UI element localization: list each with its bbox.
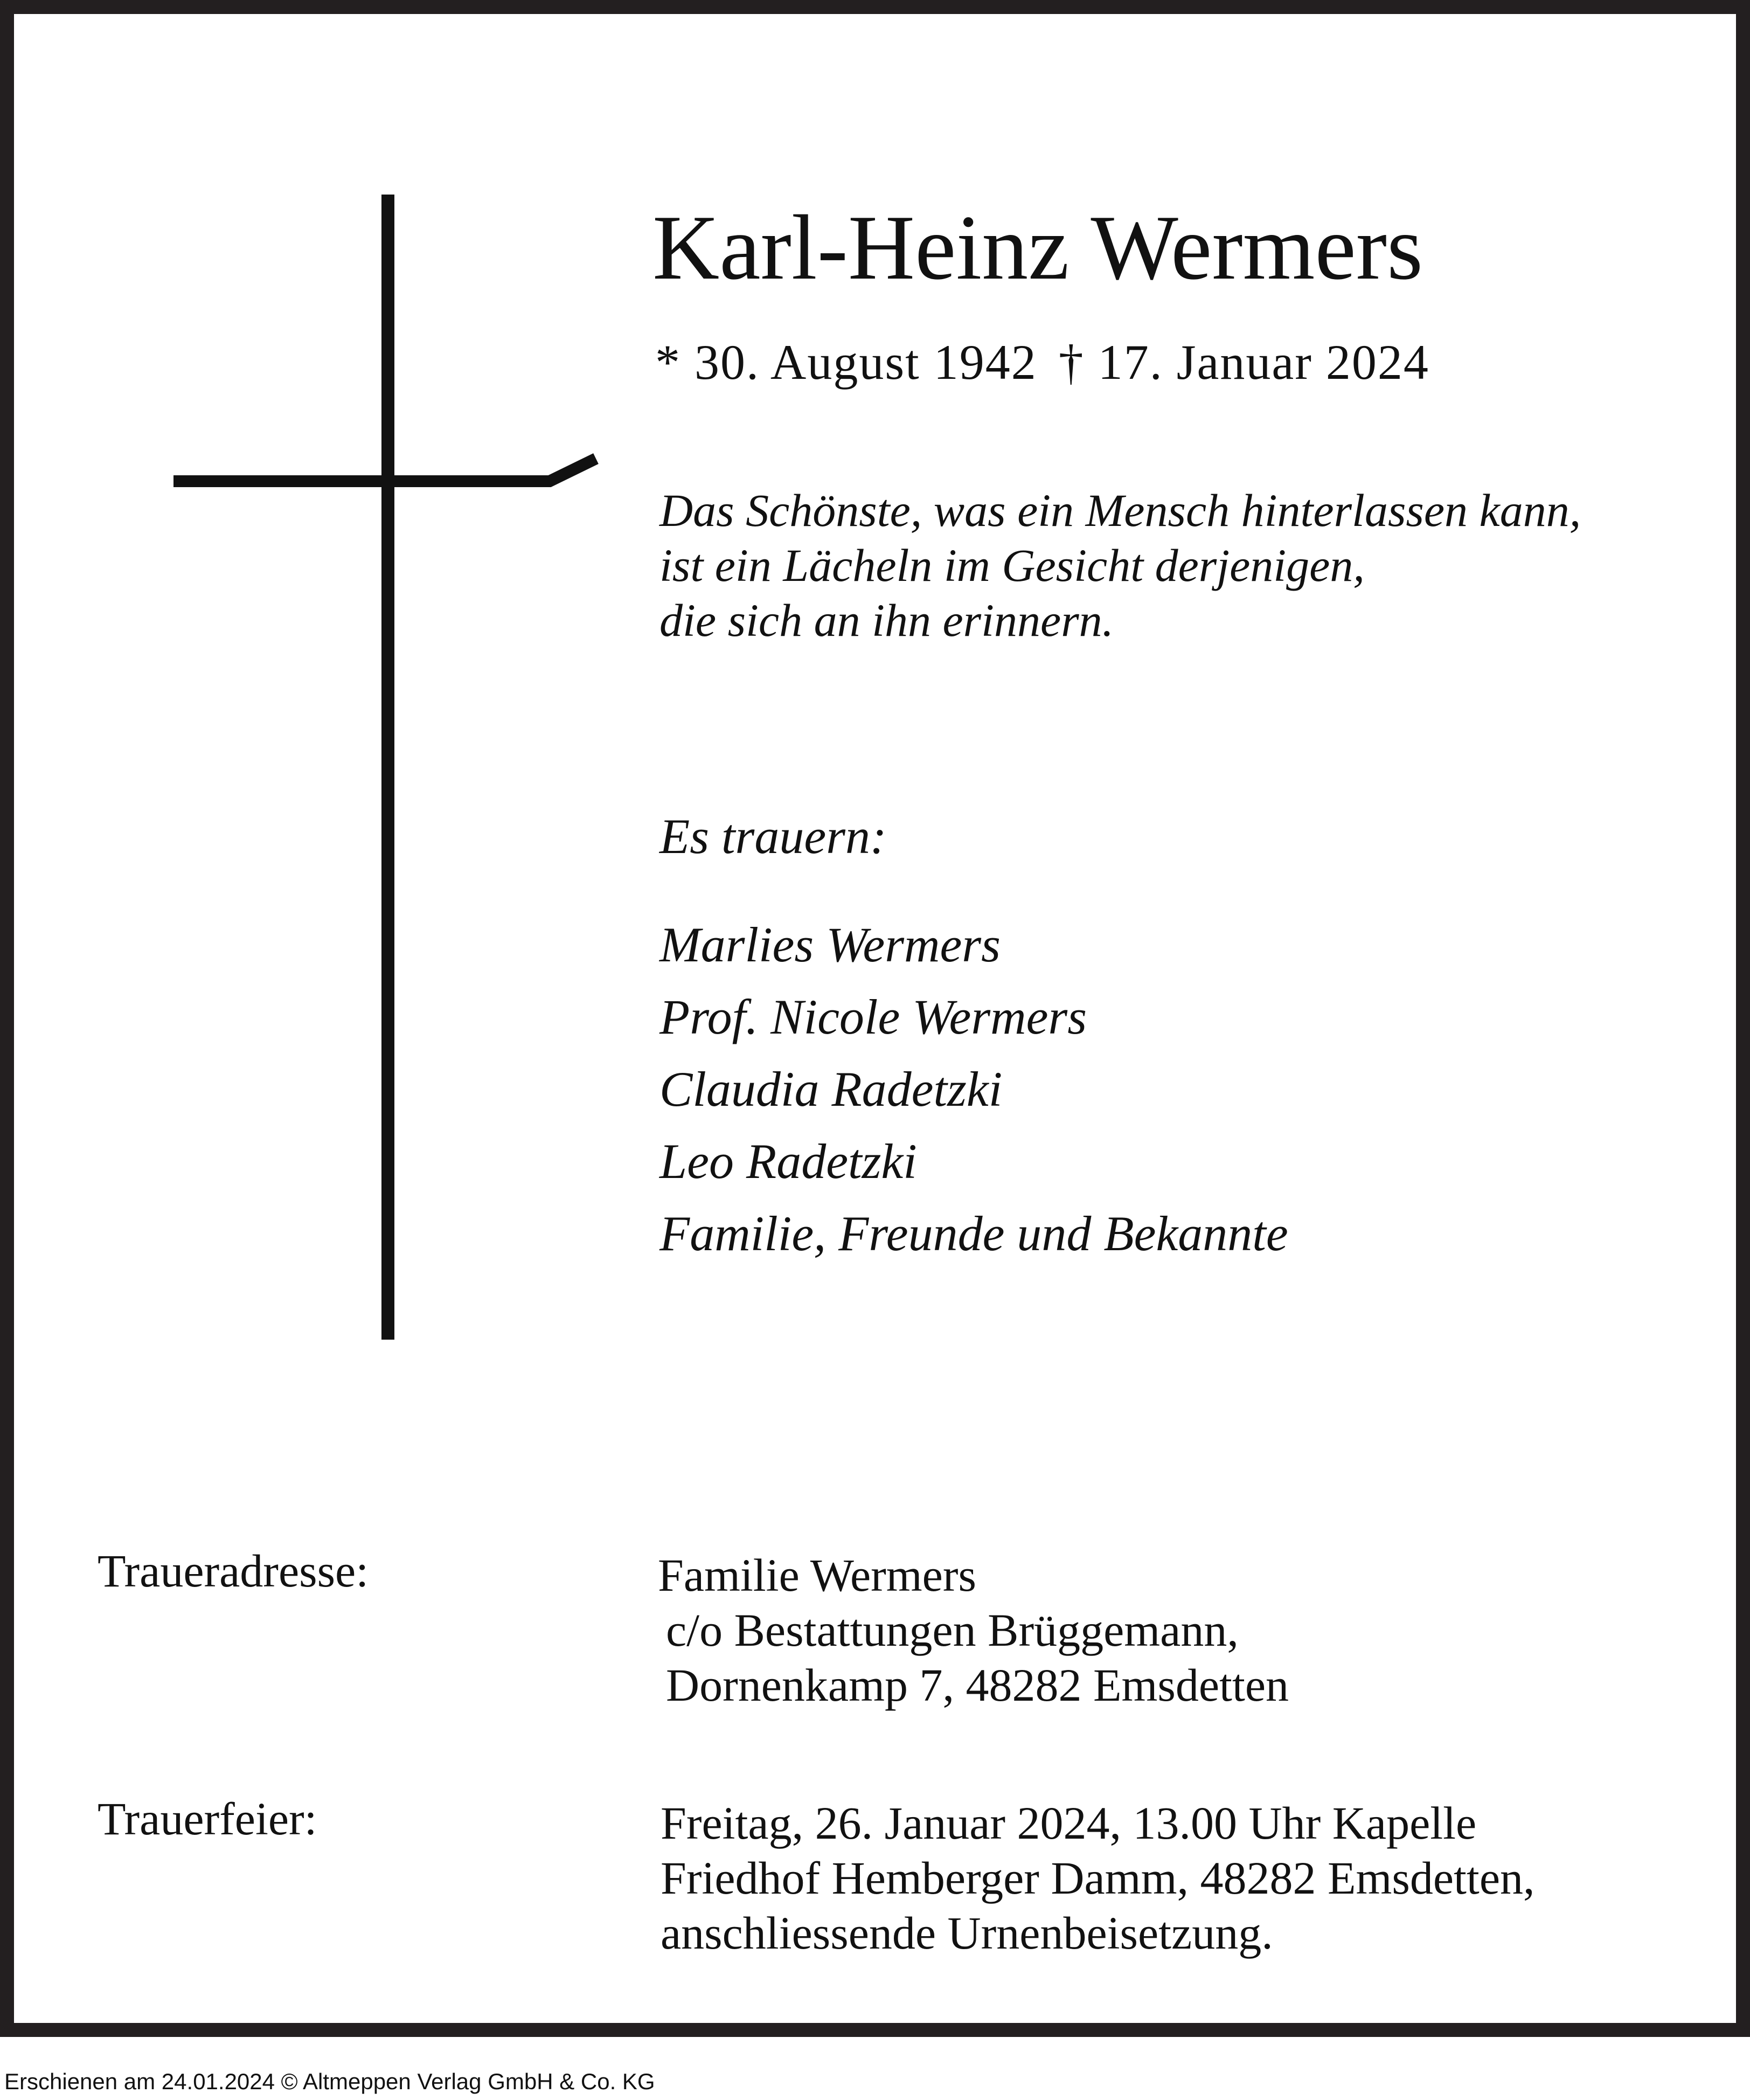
quote-line: die sich an ihn erinnern.: [659, 594, 1114, 646]
mourning-address: [658, 1548, 1289, 1713]
mourner-name: Marlies Wermers: [659, 917, 1001, 972]
address-line: c/o Bestattungen Brüggemann,: [666, 1604, 1239, 1656]
cross-icon: [170, 195, 601, 1342]
address-line: Dornenkamp 7, 48282 Emsdetten: [666, 1659, 1289, 1711]
address-label: Traueradresse:: [98, 1545, 369, 1597]
mourner-name: Claudia Radetzki: [659, 1062, 1003, 1117]
life-dates: [655, 335, 1429, 390]
address-line: Familie Wermers: [658, 1549, 976, 1601]
service-line: anschliessende Urnenbeisetzung.: [661, 1907, 1273, 1959]
mourner-name: Leo Radetzki: [659, 1134, 917, 1189]
birth-date: * 30. August 1942: [655, 335, 1037, 390]
death-date: † 17. Januar 2024: [1058, 335, 1429, 390]
publication-footer: Erschienen am 24.01.2024 © Altmeppen Verlag GmbH & Co. KG: [4, 2069, 655, 2094]
quote-line: ist ein Lächeln im Gesicht derjenigen,: [659, 539, 1365, 591]
deceased-name: Karl-Heinz Wermers: [652, 197, 1423, 299]
funeral-service-details: [661, 1796, 1535, 1960]
mourner-name: Prof. Nicole Wermers: [659, 989, 1087, 1044]
quote-line: Das Schönste, was ein Mensch hinterlassen kann,: [659, 484, 1581, 536]
mourners-heading: Es trauern:: [659, 809, 887, 864]
service-line: Friedhof Hemberger Damm, 48282 Emsdetten,: [661, 1852, 1535, 1904]
service-line: Freitag, 26. Januar 2024, 13.00 Uhr Kapelle: [661, 1797, 1477, 1849]
mourner-name: Familie, Freunde und Bekannte: [659, 1206, 1288, 1261]
mourners-list: [659, 909, 1288, 1270]
memorial-quote: [659, 483, 1581, 648]
service-label: Trauerfeier:: [98, 1793, 317, 1845]
